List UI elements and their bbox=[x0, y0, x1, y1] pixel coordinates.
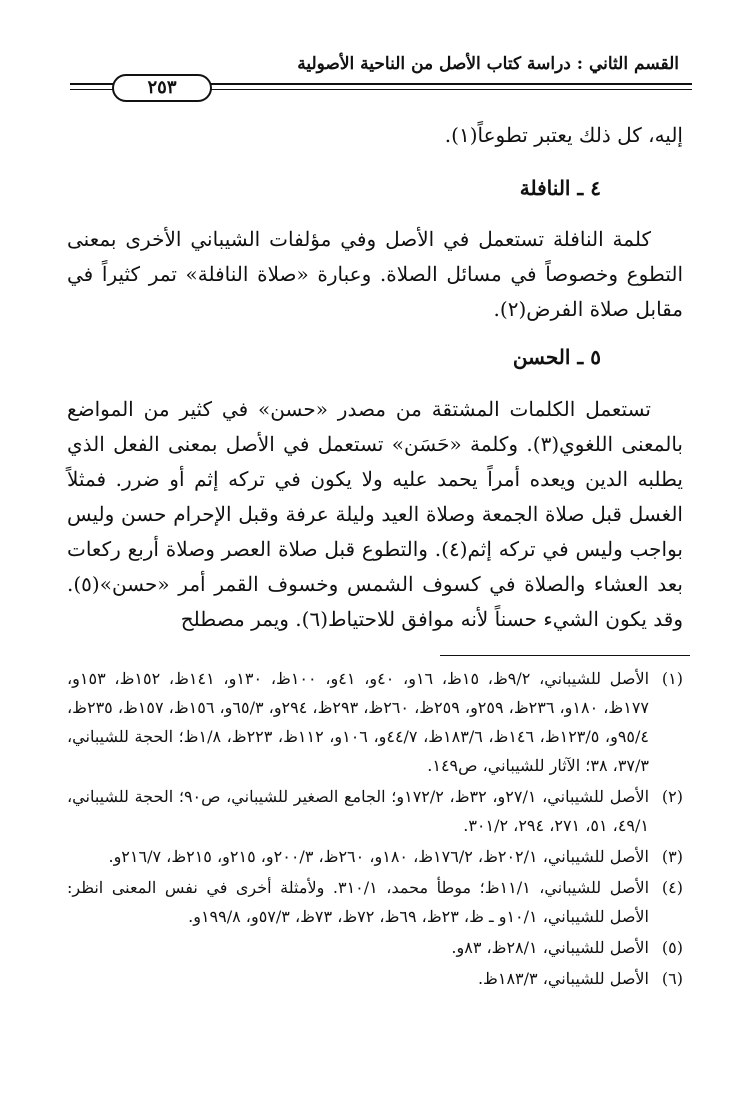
paragraph-5-block bbox=[67, 392, 683, 637]
paragraph-4-block bbox=[67, 222, 683, 327]
footnote bbox=[67, 664, 683, 780]
header-rule bbox=[70, 74, 692, 102]
footnote bbox=[67, 933, 683, 962]
footnote-number: (٣) bbox=[661, 847, 683, 866]
intro-line-block bbox=[67, 118, 683, 153]
footnotes bbox=[67, 664, 683, 995]
footnote bbox=[67, 964, 683, 993]
footnote-number: (١) bbox=[661, 669, 683, 688]
footnote-text: الأصل للشيباني، ٢٨/١ظ، ٨٣و. bbox=[451, 938, 649, 957]
footnote-text: الأصل للشيباني، ٩/٢ظ، ١٥ظ، ١٦و، ٤٠و، ٤١و، ١٠٠ظ، ١٣٠و، ١٤١ظ، ١٥٢ظ، ١٥٣و، ١٧٧ظ، ١٨٠و، ٢٣٦ظ، ٢٥٩و، ٢٥٩ظ، ٢٦٠ظ، ٢٩٣ظ، ٢٩٤و، ٦٥/٣و، ١٥٦ظ، ١٥٧ظ، ٢٣٥ظ، ٩٥/٤و، ١٢٣/٥ظ، ١٤٦ظ، ١٨٣/٦ظ، ٤٤/٧و، ١٠٦و، ١١٢ظ، ٢٢٣ظ، ١/٨ظ؛ الحجة للشيباني، ٣٧/٣، ٣٨؛ الآثار للشيباني، ص١٤٩. bbox=[67, 669, 650, 775]
footnote-text: الأصل للشيباني، ١٨٣/٣ظ. bbox=[477, 969, 649, 988]
footnote bbox=[67, 842, 683, 871]
paragraph-4: كلمة النافلة تستعمل في الأصل وفي مؤلفات الشيباني الأخرى بمعنى التطوع وخصوصاً في مسائل الصلاة. وعبارة «صلاة النافلة» تمر كثيراً في مقابل صلاة الفرض(٢). bbox=[67, 227, 683, 321]
section-heading-5: ٥ ـ الحسن bbox=[512, 345, 601, 369]
footnote-number: (٦) bbox=[661, 969, 683, 988]
footnote-separator bbox=[440, 655, 690, 656]
footnote-text: الأصل للشيباني، ١١/١ظ؛ موطأ محمد، ٣١٠/١. ولأمثلة أخرى في نفس المعنى انظر: الأصل للشيباني، ١٠/١و ـ ظ، ٢٣ظ، ٦٩ظ، ٧٢ظ، ٧٣ظ، ٥٧/٣و، ١٩٩/٨و. bbox=[67, 878, 650, 926]
running-header: القسم الثاني : دراسة كتاب الأصل من الناحية الأصولية bbox=[297, 54, 679, 74]
footnote-number: (٥) bbox=[661, 938, 683, 957]
footnote-text: الأصل للشيباني، ٢٧/١و، ٣٢ظ، ١٧٢/٢و؛ الجامع الصغير للشيباني، ص٩٠؛ الحجة للشيباني، ٤٩/١، ٥١، ٢٧١، ٢٩٤، ٣٠١/٢. bbox=[67, 787, 650, 835]
intro-line: إليه، كل ذلك يعتبر تطوعاً(١). bbox=[444, 123, 683, 147]
footnote bbox=[67, 873, 683, 931]
section-heading-4: ٤ ـ النافلة bbox=[519, 176, 601, 200]
page-number: ٢٥٣ bbox=[112, 74, 212, 102]
footnote-number: (٤) bbox=[661, 878, 683, 897]
footnote-text: الأصل للشيباني، ٢٠٢/١ظ، ١٧٦/٢ظ، ١٨٠و، ٢٦٠ظ، ٢٠٠/٣و، ٢١٥و، ٢١٥ظ، ٢١٦/٧و. bbox=[108, 847, 649, 866]
footnote-number: (٢) bbox=[661, 787, 683, 806]
paragraph-5: تستعمل الكلمات المشتقة من مصدر «حسن» في كثير من المواضع بالمعنى اللغوي(٣). وكلمة «حَسَن» تستعمل في الأصل بمعنى الفعل الذي يطلبه الدين ويعده أمراً يحمد عليه ولا يكون في تركه إثم أو ضرر. فمثلاً الغسل قبل صلاة الجمعة وصلاة العيد وليلة عرفة وقبل الإحرام حسن وليس بواجب وليس في تركه إثم(٤). والتطوع قبل صلاة العصر وصلاة أربع ركعات بعد العشاء والصلاة في كسوف الشمس وخسوف القمر أمر «حسن»(٥). وقد يكون الشيء حسناً لأنه موافق للاحتياط(٦). ويمر مصطلح bbox=[67, 397, 684, 631]
footnote bbox=[67, 782, 683, 840]
